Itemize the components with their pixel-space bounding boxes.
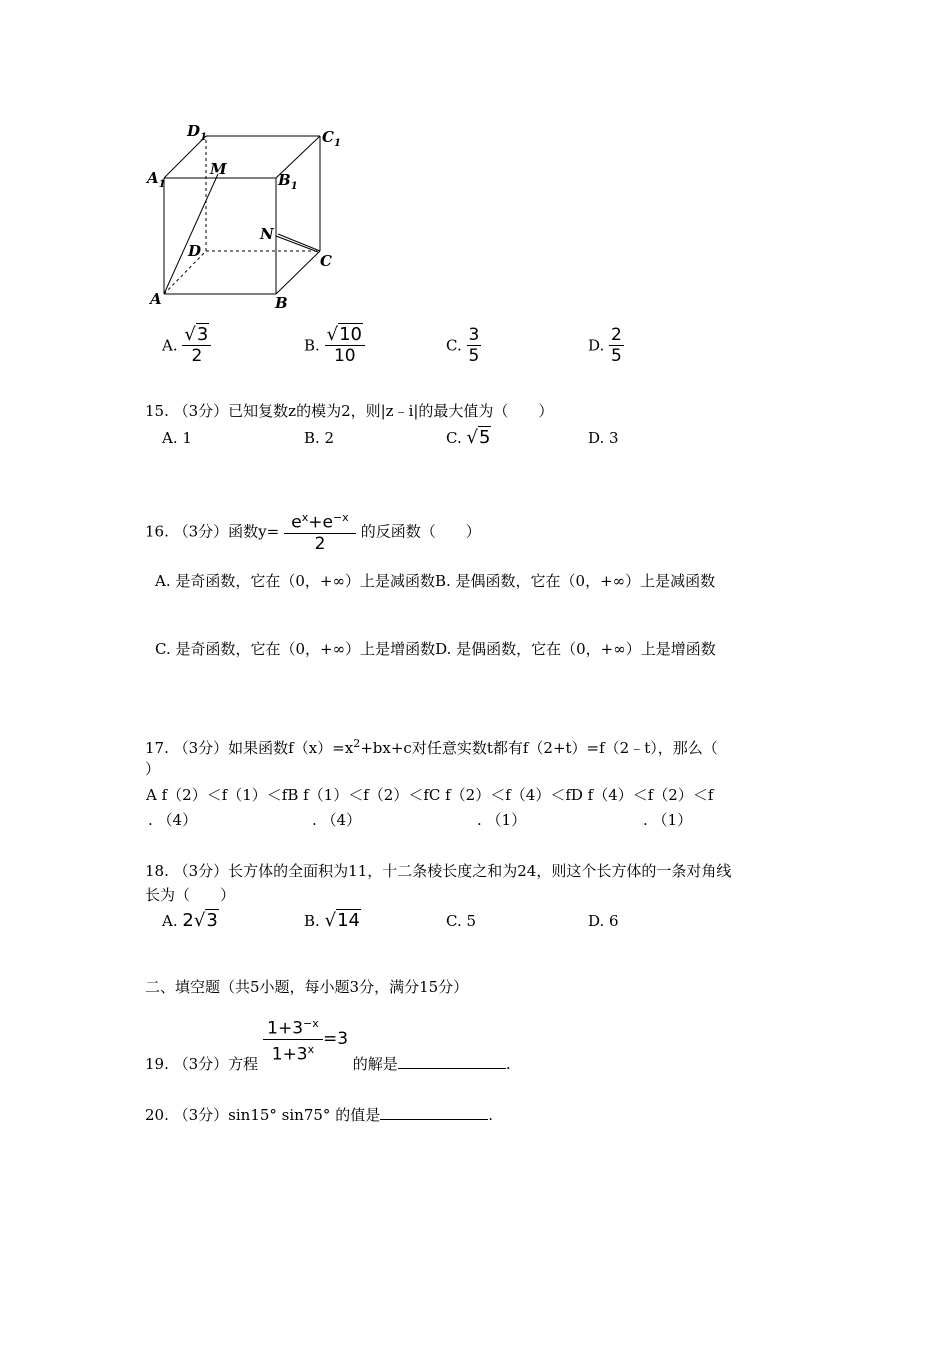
q18-stem-line-1: 18. （3分）长方体的全面积为11，十二条棱长度之和为24，则这个长方体的一条对角线 [145,862,732,880]
q14-option-c[interactable] [446,325,481,366]
q20-line: 20. （3分）sin15° sin75° 的值是 . [145,1103,493,1125]
q19-answer-blank[interactable] [398,1052,506,1069]
q16-stem [145,508,481,554]
label-c1: $C_1$ [322,128,341,149]
q17-stem: 17. （3分）如果函数$f(x)=x^2+bx+c$对任意实数t都有f（2+t）=f（2﹣t），那么（ [145,737,718,757]
label-b: B [275,294,288,312]
cube-figure [140,118,370,318]
q14-option-b-letter: B. [304,336,320,355]
q17-option-b-tail[interactable]: . （4） [312,811,362,829]
q14-option-a-letter: A. [162,336,178,355]
label-b1: $B_1$ [278,171,298,192]
q16-stem-suffix: 的反函数（ ） [360,522,481,541]
q14-option-c-letter: C. [446,336,462,355]
label-n: N [260,225,274,243]
q16-options-line-2[interactable]: C. 是奇函数，它在（0，+∞）上是增函数D. 是偶函数，它在（0，+∞）上是增函数 [155,640,716,658]
q14-option-b[interactable] [304,325,365,366]
q18-option-b[interactable] [304,911,361,931]
q18-option-a-letter: A. [162,912,178,930]
q16-fraction: $\frac{e^x+e^{-x}}{2}$ [284,508,356,554]
section-2-heading: 二、填空题（共5小题，每小题3分，满分15分） [145,978,469,996]
q17-option-d-tail[interactable]: . （1） [643,811,693,829]
q19-prefix: 19. （3分）方程 [145,1055,259,1074]
q17-stem-line-2: ） [145,760,161,778]
q15-option-d[interactable]: D. 3 [588,429,619,447]
q18-option-a-expr: 2√3 [182,910,218,931]
q18-option-d[interactable]: D. 6 [588,912,619,930]
segment-n-c-2 [276,236,318,252]
edge-b-c [276,251,320,294]
q15-option-a[interactable]: A. 1 [162,429,192,447]
q17-option-a-tail[interactable]: . （4） [148,811,198,829]
q20-answer-blank[interactable] [380,1103,488,1120]
label-a1: $A_1$ [147,169,166,190]
label-m: M [210,160,227,178]
q15-option-c-letter: C. [446,429,462,447]
q14-option-d[interactable] [588,325,624,366]
q15-option-c-sqrt: √5 [466,427,491,448]
q14-option-a[interactable] [162,325,211,366]
q14-option-d-letter: D. [588,336,605,355]
label-c: C [320,252,332,270]
label-d1: $D_1$ [187,122,207,143]
q14-option-c-fraction: $\frac{3}{5}$ [468,325,480,366]
q17-option-c-tail[interactable]: . （1） [477,811,527,829]
q15-stem: 15. （3分）已知复数z的模为2，则|z﹣i|的最大值为（ ） [145,402,554,420]
q16-stem-prefix: 16. （3分）函数y= [145,522,280,541]
q14-option-a-fraction: $\frac{√3}{2}$ [182,325,211,366]
q18-option-b-letter: B. [304,912,320,930]
q19-equals: =3 [322,1029,349,1050]
q18-option-a[interactable] [162,911,219,931]
q18-stem-line-2: 长为（ ） [145,886,236,904]
q18-option-b-expr: √14 [324,910,360,931]
q19-line [145,1014,511,1074]
q16-options-line-1[interactable]: A. 是奇函数，它在（0，+∞）上是减函数B. 是偶函数，它在（0，+∞）上是减函数 [155,572,716,590]
q15-option-b[interactable]: B. 2 [304,429,335,447]
q19-fraction: $\frac{1+3^{-x}}{1+3^x}$ [263,1014,323,1064]
q17-options-row-1[interactable]: A f（2）＜f（1）＜fB f（1）＜f（2）＜fC f（2）＜f（4）＜fD f（4）＜f（2）＜f [146,786,714,804]
label-a: A [150,290,162,308]
q14-option-d-fraction: $\frac{2}{5}$ [611,325,622,366]
segment-n-c-1 [278,234,320,251]
segment-a-m [164,174,218,294]
q14-option-b-fraction: $\frac{√10}{10}$ [325,325,365,366]
q15-option-c[interactable] [446,428,491,448]
q19-suffix: 的解是 . [353,1055,511,1073]
q18-option-c[interactable]: C. 5 [446,912,477,930]
label-d: D [188,242,202,260]
